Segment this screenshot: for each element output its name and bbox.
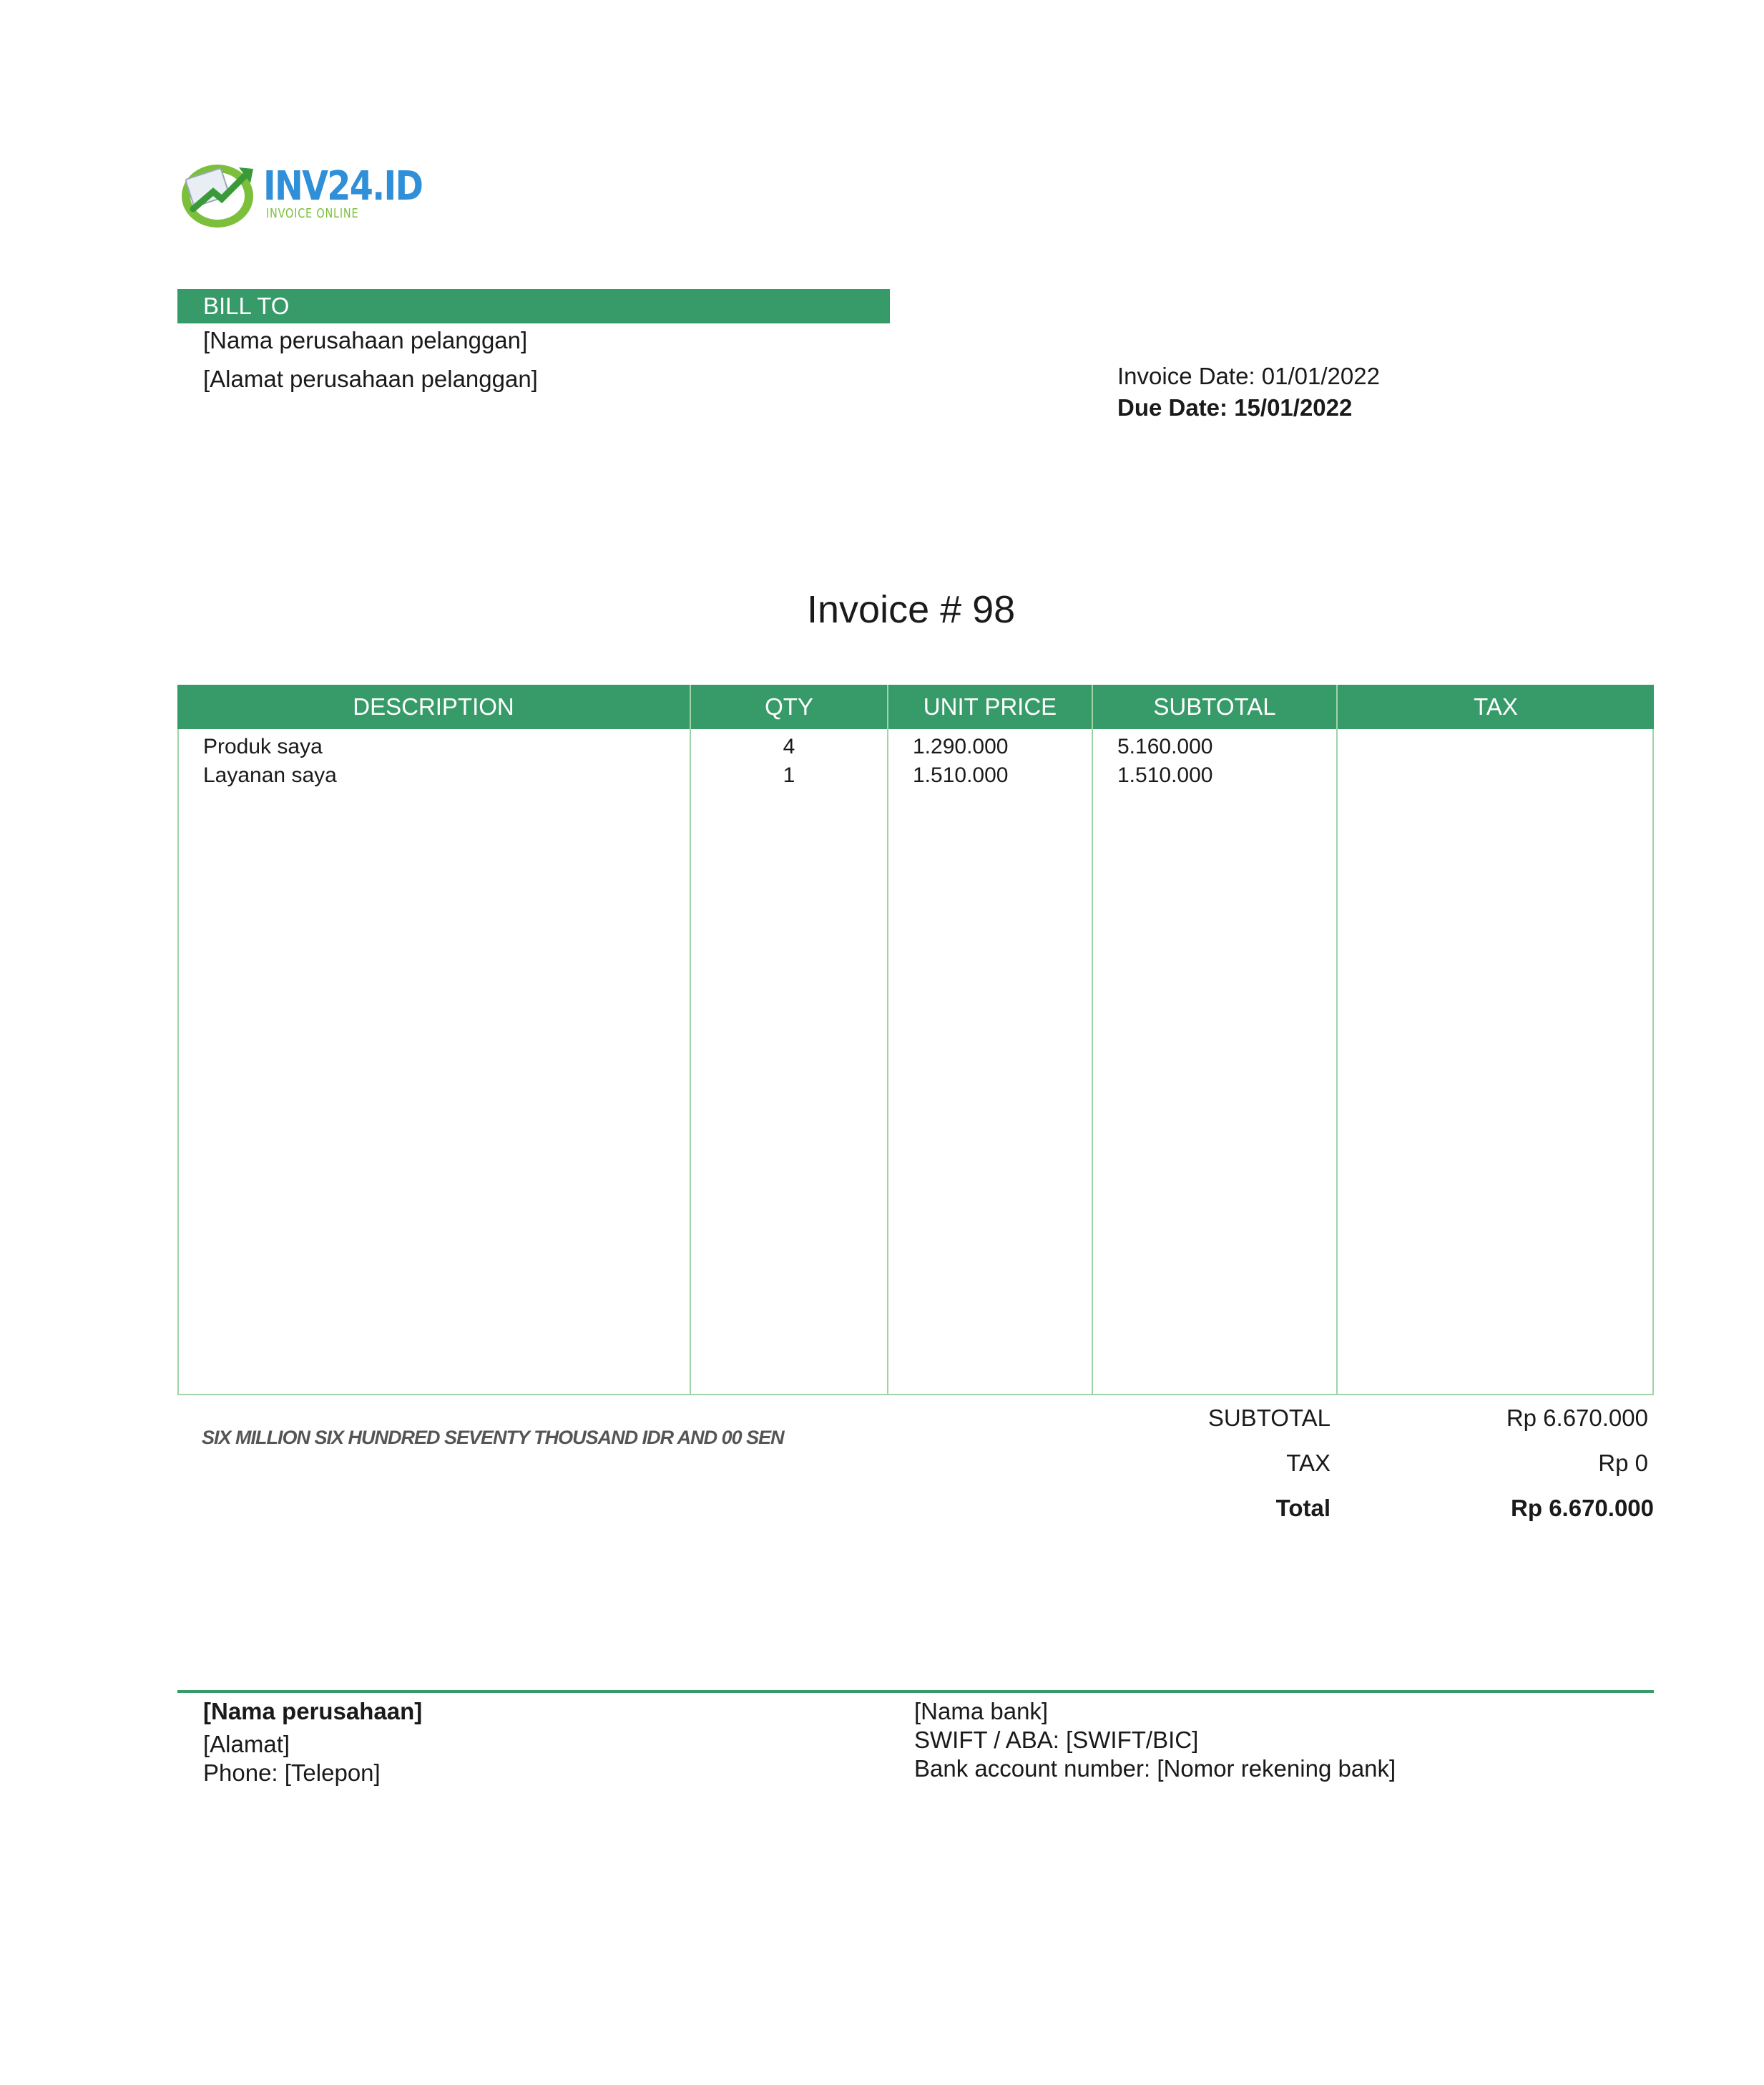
header-unit-price: UNIT PRICE (923, 693, 1057, 720)
bill-to-address: [Alamat perusahaan pelanggan] (203, 366, 538, 392)
logo-text: INV24.ID (263, 163, 423, 210)
header-tax: TAX (1474, 693, 1518, 720)
footer-bank: [Nama bank] (914, 1698, 1049, 1724)
row-1-subtotal: 5.160.000 (1117, 735, 1213, 758)
subtotal-label: SUBTOTAL (1207, 1405, 1331, 1431)
header-qty: QTY (765, 693, 813, 720)
bill-to-name: [Nama perusahaan pelanggan] (203, 327, 528, 353)
header-description: DESCRIPTION (353, 693, 514, 720)
header-subtotal: SUBTOTAL (1153, 693, 1276, 720)
subtotal-value: Rp 6.670.000 (1506, 1405, 1648, 1431)
footer-company: [Nama perusahaan] (203, 1698, 423, 1724)
row-1-qty: 4 (783, 735, 795, 758)
row-2-description: Layanan saya (203, 763, 337, 787)
tax-value: Rp 0 (1598, 1450, 1648, 1476)
row-2-subtotal: 1.510.000 (1117, 763, 1213, 787)
row-2-unit-price: 1.510.000 (913, 763, 1009, 787)
invoice-title: Invoice # 98 (807, 588, 1016, 631)
column-divider (1092, 685, 1093, 1395)
column-divider (1336, 685, 1338, 1395)
amount-in-words: SIX MILLION SIX HUNDRED SEVENTY THOUSAND IDR AND 00 SEN (202, 1427, 784, 1448)
total-value: Rp 6.670.000 (1511, 1495, 1654, 1521)
row-1-description: Produk saya (203, 735, 323, 758)
footer-account: Bank account number: [Nomor rekening bank] (914, 1755, 1396, 1782)
footer-divider (177, 1690, 1654, 1693)
footer-swift: SWIFT / ABA: [SWIFT/BIC] (914, 1727, 1199, 1753)
row-2-qty: 1 (783, 763, 795, 787)
items-table (177, 685, 1654, 1395)
footer-phone: Phone: [Telepon] (203, 1759, 381, 1786)
logo-subtext: INVOICE ONLINE (266, 206, 359, 221)
row-1-unit-price: 1.290.000 (913, 735, 1009, 758)
tax-label: TAX (1286, 1450, 1331, 1476)
due-date: Due Date: 15/01/2022 (1117, 394, 1353, 421)
footer-address: [Alamat] (203, 1731, 290, 1757)
column-divider (887, 685, 888, 1395)
invoice-date: Invoice Date: 01/01/2022 (1117, 363, 1380, 389)
column-divider (690, 685, 691, 1395)
total-label: Total (1275, 1495, 1331, 1521)
bill-to-label: BILL TO (203, 293, 290, 319)
